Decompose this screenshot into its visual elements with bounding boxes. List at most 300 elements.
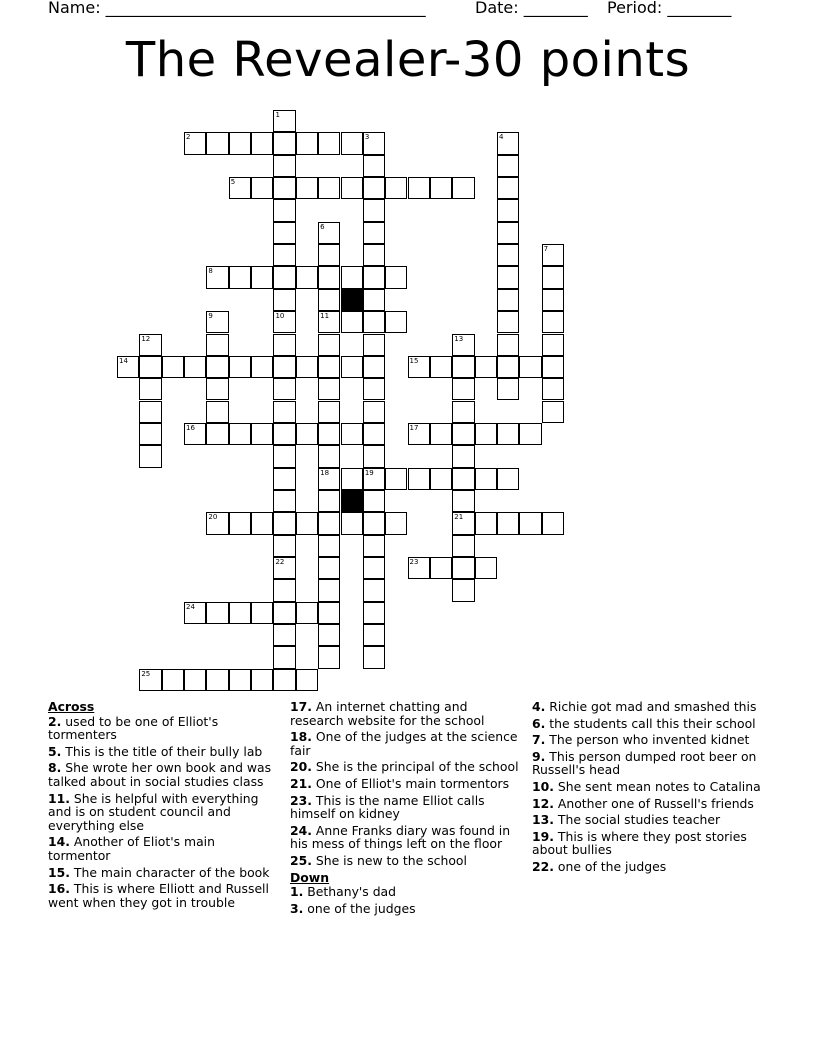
- grid-cell[interactable]: [139, 669, 161, 691]
- grid-cell[interactable]: [363, 222, 385, 244]
- grid-cell[interactable]: [206, 401, 228, 423]
- grid-cell[interactable]: [117, 356, 139, 378]
- clue-number-label: 3.: [290, 900, 304, 916]
- grid-cell[interactable]: [385, 177, 407, 199]
- clue-number-label: 22.: [532, 858, 554, 874]
- grid-cell[interactable]: [452, 468, 474, 490]
- grid-cell[interactable]: [184, 132, 206, 154]
- grid-cell[interactable]: [206, 669, 228, 691]
- name-field[interactable]: Name: ________________________________________: [48, 0, 426, 17]
- clue-item: [48, 715, 274, 742]
- clue-item: [532, 717, 764, 731]
- clue-text: used to be one of Elliot's tormenters: [48, 713, 219, 743]
- grid-cell[interactable]: [251, 132, 273, 154]
- grid-cell[interactable]: [318, 289, 340, 311]
- grid-cell[interactable]: [229, 266, 251, 288]
- grid-cell[interactable]: [251, 423, 273, 445]
- clue-number: 17: [409, 423, 419, 432]
- clue-item: [48, 761, 274, 788]
- grid-cell[interactable]: [318, 266, 340, 288]
- clue-text: one of the judges: [303, 900, 416, 916]
- grid-cell[interactable]: [229, 669, 251, 691]
- clue-item: [532, 780, 764, 794]
- grid-cell[interactable]: [363, 401, 385, 423]
- grid-cell[interactable]: [475, 557, 497, 579]
- grid-cell[interactable]: [273, 155, 295, 177]
- grid-cell[interactable]: [408, 356, 430, 378]
- grid-cell[interactable]: [273, 356, 295, 378]
- grid-cell[interactable]: [318, 557, 340, 579]
- clue-item: [290, 902, 522, 916]
- grid-cell[interactable]: [363, 624, 385, 646]
- grid-cell[interactable]: [497, 222, 519, 244]
- clue-text: The main character of the book: [69, 864, 270, 880]
- grid-cell[interactable]: [318, 177, 340, 199]
- grid-cell[interactable]: [273, 535, 295, 557]
- grid-cell[interactable]: [452, 378, 474, 400]
- grid-cell[interactable]: [408, 468, 430, 490]
- grid-cell[interactable]: [542, 244, 564, 266]
- grid-cell[interactable]: [542, 266, 564, 288]
- puzzle-title: The Revealer-30 points: [125, 32, 691, 88]
- grid-cell[interactable]: [273, 669, 295, 691]
- clue-number: 22: [275, 558, 285, 566]
- grid-cell[interactable]: [229, 132, 251, 154]
- grid-cell[interactable]: [497, 244, 519, 266]
- grid-cell[interactable]: [273, 177, 295, 199]
- grid-cell[interactable]: [318, 222, 340, 244]
- grid-cell[interactable]: [273, 222, 295, 244]
- grid-cell[interactable]: [408, 423, 430, 445]
- grid-cell[interactable]: [452, 401, 474, 423]
- grid-cell[interactable]: [475, 468, 497, 490]
- grid-cell[interactable]: [341, 423, 363, 445]
- grid-cell[interactable]: [229, 512, 251, 534]
- clue-column-2: [290, 700, 522, 918]
- grid-cell[interactable]: [452, 334, 474, 356]
- grid-cell[interactable]: [206, 378, 228, 400]
- clue-number: 3: [364, 133, 370, 142]
- clue-item: [290, 730, 522, 757]
- period-field[interactable]: Period: ________: [607, 0, 732, 17]
- clue-item: [532, 860, 764, 874]
- clue-number: 24: [186, 602, 195, 611]
- grid-cell[interactable]: [206, 266, 228, 288]
- grid-cell[interactable]: [408, 177, 430, 199]
- clue-text: One of the judges at the science fair: [290, 729, 518, 758]
- grid-cell[interactable]: [251, 266, 273, 288]
- grid-cell[interactable]: [475, 512, 497, 534]
- grid-cell[interactable]: [273, 110, 295, 132]
- clue-number: 8: [208, 267, 213, 276]
- grid-cell[interactable]: [273, 445, 295, 467]
- grid-cell[interactable]: [318, 490, 340, 512]
- clue-text: This is the name Elliot calls himself on kidney: [290, 792, 485, 822]
- clue-number: 7: [543, 245, 549, 254]
- grid-cell[interactable]: [363, 512, 385, 534]
- grid-cell[interactable]: [430, 177, 452, 199]
- clue-item: [290, 700, 522, 727]
- clue-number: 19: [364, 468, 374, 477]
- grid-cell[interactable]: [363, 423, 385, 445]
- clue-text: She sent mean notes to Catalina: [553, 778, 761, 794]
- grid-cell[interactable]: [385, 311, 407, 333]
- grid-cell[interactable]: [318, 445, 340, 467]
- date-field[interactable]: Date: ________: [475, 0, 588, 17]
- grid-cell[interactable]: [452, 445, 474, 467]
- clue-item: [48, 835, 274, 862]
- clue-item: [532, 830, 764, 857]
- grid-cell[interactable]: [318, 602, 340, 624]
- clue-number-label: 2.: [48, 713, 62, 729]
- clue-number: 9: [208, 312, 213, 321]
- grid-cell[interactable]: [363, 244, 385, 266]
- grid-cell[interactable]: [497, 423, 519, 445]
- clue-number-label: 15.: [48, 864, 70, 880]
- grid-cell[interactable]: [139, 423, 161, 445]
- grid-cell[interactable]: [251, 356, 273, 378]
- clue-text: Anne Franks diary was found in his mess of things left on the floor: [290, 822, 511, 852]
- clue-text: Another one of Russell's friends: [553, 795, 754, 811]
- clue-number: 5: [230, 178, 236, 187]
- grid-cell[interactable]: [273, 490, 295, 512]
- grid-cell[interactable]: [430, 356, 452, 378]
- grid-cell[interactable]: [452, 177, 474, 199]
- clue-number: 23: [409, 558, 419, 566]
- clue-number: 2: [186, 133, 191, 142]
- clue-number-label: 21.: [290, 775, 312, 791]
- clue-number-label: 18.: [290, 729, 312, 745]
- grid-cell[interactable]: [363, 132, 385, 154]
- clue-item: [290, 794, 522, 821]
- clue-number-label: 6.: [532, 715, 546, 731]
- clue-text: One of Elliot's main tormentors: [311, 775, 510, 791]
- clue-text: Bethany's dad: [303, 884, 397, 900]
- clue-number: 21: [454, 513, 464, 522]
- grid-cell[interactable]: [341, 468, 363, 490]
- grid-cell[interactable]: [542, 512, 564, 534]
- grid-cell[interactable]: [363, 646, 385, 668]
- grid-cell[interactable]: [341, 132, 363, 154]
- clue-number-label: 1.: [290, 884, 304, 900]
- clue-text: An internet chatting and research website for the school: [290, 699, 485, 728]
- grid-cell[interactable]: [475, 423, 497, 445]
- grid-cell[interactable]: [497, 468, 519, 490]
- grid-cell[interactable]: [497, 177, 519, 199]
- clue-item: [532, 733, 764, 747]
- clue-number: 10: [275, 312, 285, 321]
- grid-cell[interactable]: [497, 311, 519, 333]
- grid-cell[interactable]: [296, 266, 318, 288]
- grid-cell[interactable]: [318, 378, 340, 400]
- grid-cell[interactable]: [452, 579, 474, 601]
- clue-item: [290, 854, 522, 868]
- clue-number-label: 17.: [290, 699, 312, 714]
- clue-column-1: [48, 700, 274, 912]
- clue-number-label: 20.: [290, 759, 312, 775]
- grid-cell[interactable]: [318, 646, 340, 668]
- clue-number-label: 8.: [48, 760, 62, 776]
- grid-cell[interactable]: [385, 468, 407, 490]
- grid-cell[interactable]: [519, 423, 541, 445]
- grid-cell[interactable]: [273, 602, 295, 624]
- grid-cell[interactable]: [251, 602, 273, 624]
- grid-cell[interactable]: [206, 334, 228, 356]
- grid-cell[interactable]: [318, 356, 340, 378]
- grid-cell[interactable]: [430, 557, 452, 579]
- grid-cell[interactable]: [273, 199, 295, 221]
- clue-section-heading: Down: [290, 869, 330, 885]
- clue-item: [290, 777, 522, 791]
- grid-cell[interactable]: [318, 334, 340, 356]
- clue-item: [532, 797, 764, 811]
- grid-cell[interactable]: [296, 669, 318, 691]
- clue-number-label: 7.: [532, 732, 546, 748]
- clue-number: 25: [141, 669, 151, 678]
- clue-text: She is new to the school: [311, 852, 467, 868]
- grid-cell[interactable]: [497, 512, 519, 534]
- grid-cell[interactable]: [341, 266, 363, 288]
- clue-text: The person who invented kidnet: [545, 732, 750, 748]
- grid-cell[interactable]: [206, 423, 228, 445]
- grid-cell[interactable]: [341, 177, 363, 199]
- clue-number-label: 5.: [48, 743, 62, 759]
- clue-text: This is where they post stories about bullies: [532, 828, 747, 858]
- grid-cell[interactable]: [273, 423, 295, 445]
- grid-cell[interactable]: [385, 266, 407, 288]
- grid-cell[interactable]: [363, 602, 385, 624]
- clue-number-label: 4.: [532, 699, 546, 714]
- clue-text: This is the title of their bully lab: [61, 743, 263, 759]
- grid-cell[interactable]: [385, 512, 407, 534]
- grid-cell[interactable]: [296, 423, 318, 445]
- black-square: [341, 289, 363, 311]
- grid-cell[interactable]: [229, 602, 251, 624]
- grid-cell[interactable]: [184, 356, 206, 378]
- grid-cell[interactable]: [229, 177, 251, 199]
- grid-cell[interactable]: [251, 177, 273, 199]
- clue-number: 11: [320, 312, 330, 321]
- grid-cell[interactable]: [273, 132, 295, 154]
- clue-text: The social studies teacher: [553, 812, 721, 828]
- grid-cell[interactable]: [475, 356, 497, 378]
- clue-number-label: 19.: [532, 828, 554, 844]
- grid-cell[interactable]: [139, 445, 161, 467]
- clue-number-label: 24.: [290, 822, 312, 838]
- grid-cell[interactable]: [452, 490, 474, 512]
- grid-cell[interactable]: [452, 535, 474, 557]
- grid-cell[interactable]: [251, 512, 273, 534]
- grid-cell[interactable]: [363, 334, 385, 356]
- grid-cell[interactable]: [318, 535, 340, 557]
- clue-number-label: 10.: [532, 778, 554, 794]
- grid-cell[interactable]: [542, 378, 564, 400]
- grid-cell[interactable]: [363, 199, 385, 221]
- grid-cell[interactable]: [497, 289, 519, 311]
- clue-text: She wrote her own book and was talked about in social studies class: [48, 760, 272, 789]
- grid-cell[interactable]: [497, 356, 519, 378]
- grid-cell[interactable]: [273, 378, 295, 400]
- clue-text: the students call this their school: [545, 715, 756, 731]
- grid-cell[interactable]: [452, 512, 474, 534]
- grid-cell[interactable]: [206, 356, 228, 378]
- grid-cell[interactable]: [139, 356, 161, 378]
- clue-text: This is where Elliott and Russell went when they got in trouble: [48, 881, 269, 910]
- grid-cell[interactable]: [452, 423, 474, 445]
- clue-number: 15: [409, 356, 419, 365]
- grid-cell[interactable]: [363, 490, 385, 512]
- clue-item: [290, 885, 522, 899]
- grid-cell[interactable]: [273, 512, 295, 534]
- clue-number-label: 16.: [48, 881, 70, 897]
- grid-cell[interactable]: [318, 401, 340, 423]
- grid-cell[interactable]: [318, 423, 340, 445]
- grid-cell[interactable]: [363, 155, 385, 177]
- clue-number: 1: [275, 111, 280, 119]
- clue-number: 13: [454, 334, 464, 343]
- grid-cell[interactable]: [206, 132, 228, 154]
- grid-cell[interactable]: [273, 624, 295, 646]
- grid-cell[interactable]: [296, 132, 318, 154]
- grid-cell[interactable]: [497, 334, 519, 356]
- clue-number: 12: [141, 334, 151, 343]
- grid-cell[interactable]: [542, 289, 564, 311]
- grid-cell[interactable]: [452, 356, 474, 378]
- clue-item: [48, 792, 274, 833]
- grid-cell[interactable]: [139, 378, 161, 400]
- clue-item: [532, 700, 764, 714]
- grid-cell[interactable]: [229, 423, 251, 445]
- grid-cell[interactable]: [139, 334, 161, 356]
- clue-text: This person dumped root beer on Russell's head: [532, 748, 757, 778]
- grid-cell[interactable]: [519, 512, 541, 534]
- grid-cell[interactable]: [162, 669, 184, 691]
- grid-cell[interactable]: [408, 557, 430, 579]
- grid-cell[interactable]: [273, 646, 295, 668]
- grid-cell[interactable]: [273, 468, 295, 490]
- grid-cell[interactable]: [206, 602, 228, 624]
- clue-number: 16: [186, 423, 195, 432]
- grid-cell[interactable]: [341, 311, 363, 333]
- grid-cell[interactable]: [497, 132, 519, 154]
- clue-item: [532, 813, 764, 827]
- clue-number: 18: [320, 468, 330, 477]
- grid-cell[interactable]: [296, 177, 318, 199]
- clue-item: [48, 745, 274, 759]
- grid-cell[interactable]: [184, 602, 206, 624]
- grid-cell[interactable]: [363, 557, 385, 579]
- grid-cell[interactable]: [273, 289, 295, 311]
- black-square: [341, 490, 363, 512]
- grid-cell[interactable]: [184, 423, 206, 445]
- grid-cell[interactable]: [184, 669, 206, 691]
- grid-cell[interactable]: [206, 311, 228, 333]
- grid-cell[interactable]: [341, 356, 363, 378]
- grid-cell[interactable]: [497, 199, 519, 221]
- clue-section-heading: Across: [48, 699, 95, 714]
- clue-column-3: [532, 700, 764, 877]
- grid-cell[interactable]: [273, 266, 295, 288]
- grid-cell[interactable]: [273, 334, 295, 356]
- clue-number: 6: [320, 222, 325, 231]
- grid-cell[interactable]: [273, 311, 295, 333]
- grid-cell[interactable]: [273, 244, 295, 266]
- grid-cell[interactable]: [296, 356, 318, 378]
- clue-number: 14: [119, 356, 128, 365]
- clue-number-label: 13.: [532, 812, 554, 828]
- clue-number-label: 25.: [290, 852, 312, 868]
- clue-number-label: 14.: [48, 834, 70, 850]
- grid-cell[interactable]: [318, 579, 340, 601]
- grid-cell[interactable]: [542, 356, 564, 378]
- clue-text: She is helpful with everything and is on student council and everything else: [48, 790, 259, 833]
- grid-cell[interactable]: [363, 177, 385, 199]
- grid-cell[interactable]: [273, 557, 295, 579]
- grid-cell[interactable]: [318, 311, 340, 333]
- clue-item: [48, 882, 274, 909]
- clue-item: [290, 824, 522, 851]
- clue-number: 20: [208, 513, 218, 522]
- grid-cell[interactable]: [341, 512, 363, 534]
- grid-cell[interactable]: [318, 624, 340, 646]
- grid-cell[interactable]: [363, 266, 385, 288]
- grid-cell[interactable]: [497, 155, 519, 177]
- grid-cell[interactable]: [363, 535, 385, 557]
- clue-number-label: 9.: [532, 748, 546, 764]
- clue-item: [290, 760, 522, 774]
- grid-cell[interactable]: [296, 512, 318, 534]
- clue-number: 4: [498, 133, 504, 142]
- grid-cell[interactable]: [139, 401, 161, 423]
- grid-cell[interactable]: [430, 423, 452, 445]
- grid-cell[interactable]: [162, 356, 184, 378]
- clue-item: [532, 750, 764, 777]
- grid-cell[interactable]: [497, 378, 519, 400]
- clue-text: Richie got mad and smashed this: [545, 699, 757, 714]
- grid-cell[interactable]: [497, 266, 519, 288]
- grid-cell[interactable]: [273, 401, 295, 423]
- grid-cell[interactable]: [363, 579, 385, 601]
- grid-cell[interactable]: [363, 356, 385, 378]
- grid-cell[interactable]: [452, 557, 474, 579]
- grid-cell[interactable]: [542, 334, 564, 356]
- grid-cell[interactable]: [273, 579, 295, 601]
- grid-cell[interactable]: [363, 311, 385, 333]
- grid-cell[interactable]: [206, 512, 228, 534]
- grid-cell[interactable]: [363, 445, 385, 467]
- clue-text: Another of Eliot's main tormentor: [48, 834, 215, 863]
- grid-cell[interactable]: [229, 356, 251, 378]
- grid-cell[interactable]: [363, 468, 385, 490]
- grid-cell[interactable]: [542, 311, 564, 333]
- grid-cell[interactable]: [318, 244, 340, 266]
- grid-cell[interactable]: [519, 356, 541, 378]
- grid-cell[interactable]: [542, 401, 564, 423]
- clue-number-label: 11.: [48, 790, 70, 806]
- grid-cell[interactable]: [363, 289, 385, 311]
- clue-number-label: 23.: [290, 792, 312, 808]
- grid-cell[interactable]: [318, 132, 340, 154]
- grid-cell[interactable]: [318, 468, 340, 490]
- grid-cell[interactable]: [296, 602, 318, 624]
- grid-cell[interactable]: [430, 468, 452, 490]
- grid-cell[interactable]: [363, 378, 385, 400]
- clue-text: one of the judges: [553, 858, 667, 874]
- clue-number-label: 12.: [532, 795, 554, 811]
- clue-text: She is the principal of the school: [311, 759, 519, 775]
- grid-cell[interactable]: [318, 512, 340, 534]
- grid-cell[interactable]: [251, 669, 273, 691]
